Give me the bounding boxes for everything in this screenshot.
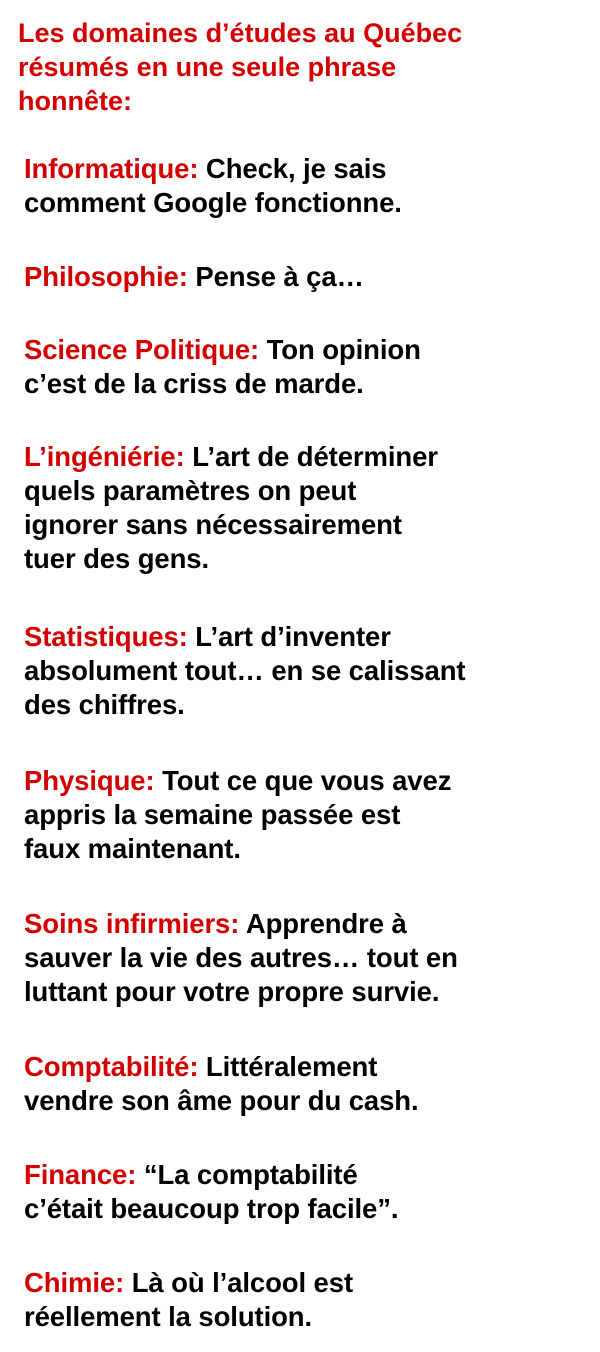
entry-first-line [24,440,594,474]
entry-text: sauver la vie des autres… tout en [24,942,458,973]
entry-text: vendre son âme pour du cash. [24,1085,419,1116]
entry-first-line [24,333,594,367]
entry-label: Soins infirmiers: [24,908,240,939]
entry-text: ignorer sans nécessairement [24,509,402,540]
entry-label: Comptabilité: [24,1051,199,1082]
entry-text: Tout ce que vous avez [154,765,452,796]
entry-first-line [24,152,594,186]
entry-text: des chiffres. [24,689,185,720]
title-line: résumés en une seule phrase [18,52,397,82]
entry-text: luttant pour votre propre survie. [24,976,440,1007]
entry-label: Physique: [24,765,155,796]
entry-label: Chimie: [24,1267,125,1298]
entry-label: Science Politique: [24,334,260,365]
entry-first-line [24,1050,594,1084]
title-line: honnête: [18,86,132,116]
entry-text: L’art de déterminer [184,441,438,472]
entry-label: L’ingéniérie: [24,441,185,472]
entry-chimie [24,1266,594,1334]
entry-first-line [24,1266,594,1300]
entry-soins-infirmiers [24,907,594,1009]
entry-text: comment Google fonctionne. [24,187,402,218]
entry-text: tuer des gens. [24,543,210,574]
entry-statistiques [24,620,594,722]
entry-text: quels paramètres on peut [24,475,357,506]
entry-text: “La comptabilité [136,1159,358,1190]
entry-text: Check, je sais [198,153,387,184]
entry-text: Là où l’alcool est [124,1267,353,1298]
entry-text: absolument tout… en se calissant [24,655,466,686]
entry-text: Apprendre à [239,908,407,939]
entry-label: Finance: [24,1159,137,1190]
entry-label: Informatique: [24,153,199,184]
entry-text: L’art d’inventer [187,621,391,652]
entry-first-line [24,1158,594,1192]
entry-text: c’est de la criss de marde. [24,368,364,399]
page-title [18,16,588,118]
entry-text: Ton opinion [259,334,421,365]
entry-label: Statistiques: [24,621,188,652]
title-line: Les domaines d’études au Québec [18,18,463,48]
entry-comptabilite [24,1050,594,1118]
entry-ingenierie [24,440,594,576]
entry-finance [24,1158,594,1226]
entry-first-line [24,907,594,941]
entry-text: appris la semaine passée est [24,799,401,830]
entry-text: Pense à ça… [187,261,364,292]
entry-text: c’était beaucoup trop facile”. [24,1193,399,1224]
entry-label: Philosophie: [24,261,188,292]
entry-first-line [24,620,594,654]
entry-physique [24,764,594,866]
entry-text: faux maintenant. [24,833,241,864]
entry-first-line [24,260,594,294]
entry-informatique [24,152,594,220]
entry-text: Littéralement [198,1051,378,1082]
entry-text: réellement la solution. [24,1301,313,1332]
entry-first-line [24,764,594,798]
entry-science-politique [24,333,594,401]
entry-philosophie [24,260,594,294]
